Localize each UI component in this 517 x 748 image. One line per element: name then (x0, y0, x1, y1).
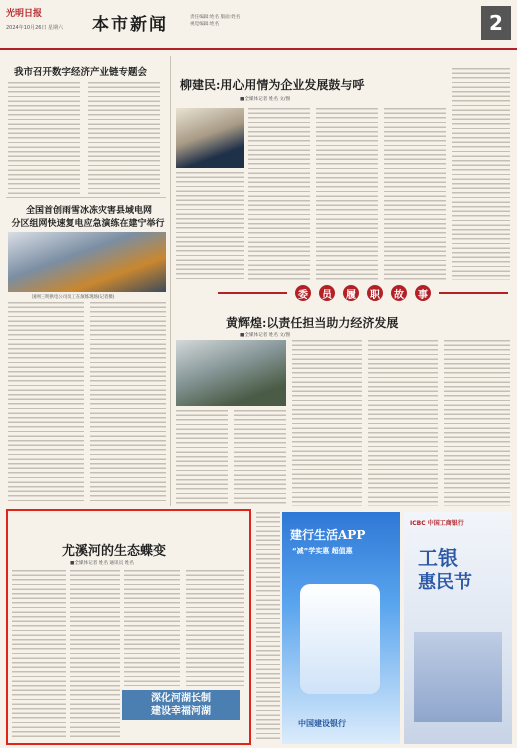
sub-banner-line: 建设幸福河湖 (151, 706, 211, 717)
body-text (90, 302, 166, 504)
issue-date: 2024年10月26日 星期六 (6, 25, 64, 31)
body-text (256, 512, 280, 742)
ad-ccb-slogan: “减”学实惠 超值惠 (292, 547, 353, 555)
ad-ccb-phone (300, 584, 380, 694)
banner-char: 职 (367, 285, 383, 301)
page-number: 2 (481, 6, 511, 40)
body-text (70, 570, 120, 740)
body-text (452, 68, 510, 280)
body-text (8, 82, 80, 194)
headline-digital-conference: 我市召开数字经济产业链专题会 (14, 67, 148, 78)
editor-line: 责任编辑:姓名 版面:姓名 (190, 15, 241, 20)
ad-icbc (404, 512, 512, 744)
byline-liu: ■全媒体记者 姓名 文/图 (240, 97, 291, 102)
editor-line: 视觉编辑:姓名 (190, 22, 220, 27)
body-text (444, 340, 510, 506)
photo-caption: 国网三明供电公司员工在演练现场(记者摄) (32, 295, 115, 300)
body-text (316, 108, 378, 280)
banner-char: 履 (343, 285, 359, 301)
banner-char: 员 (319, 285, 335, 301)
body-text (384, 108, 446, 280)
body-text (124, 570, 180, 686)
sub-banner-line: 深化河湖长制 (151, 693, 211, 704)
editor-info (190, 14, 310, 28)
ad-icbc-title: 工银 (418, 546, 458, 570)
banner-char: 故 (391, 285, 407, 301)
masthead (0, 0, 517, 50)
headline-huang: 黄辉煌:以责任担当助力经济发展 (226, 316, 399, 330)
body-text (12, 570, 66, 740)
byline-huang: ■全媒体记者 姓名 文/图 (240, 333, 291, 338)
headline-liu: 柳建民:用心用情为企业发展鼓与呼 (180, 78, 365, 92)
committee-banner (218, 283, 508, 303)
ad-icbc-illustration (414, 632, 502, 722)
body-text (368, 340, 438, 506)
banner-rule (218, 292, 287, 294)
headline-youxi: 尤溪河的生态蝶变 (62, 544, 167, 559)
ad-icbc-brand: ICBC 中国工商银行 (410, 520, 464, 527)
newspaper-logo: 光明日报 (6, 9, 43, 19)
banner-char: 事 (415, 285, 431, 301)
divider (6, 197, 166, 198)
body-text (248, 108, 310, 280)
photo-huang (176, 340, 286, 406)
photo-liu (176, 108, 244, 168)
body-text (292, 340, 362, 506)
section-title: 本市新闻 (92, 15, 168, 35)
ad-ccb (282, 512, 400, 744)
ad-icbc-title2: 惠民节 (418, 572, 472, 593)
banner-char: 委 (295, 285, 311, 301)
body-text (88, 82, 160, 194)
body-text (176, 172, 244, 280)
headline-heating-line1: 全国首创雨雪冰冻灾害县域电网 (25, 206, 152, 216)
byline-youxi: ■全媒体记者 姓名 通讯员 姓名 (70, 561, 134, 566)
headline-heating-line2: 分区组网快速复电应急演练在建宁举行 (11, 219, 165, 229)
sub-banner (122, 690, 240, 720)
column-divider (170, 56, 171, 506)
ad-ccb-brand: 中国建设银行 (298, 719, 346, 728)
banner-rule (439, 292, 508, 294)
ad-ccb-title: 建行生活APP (290, 528, 366, 542)
body-text (234, 410, 286, 506)
body-text (176, 410, 228, 506)
body-text (186, 570, 244, 686)
photo-grid-drill (8, 232, 166, 292)
body-text (8, 302, 84, 504)
